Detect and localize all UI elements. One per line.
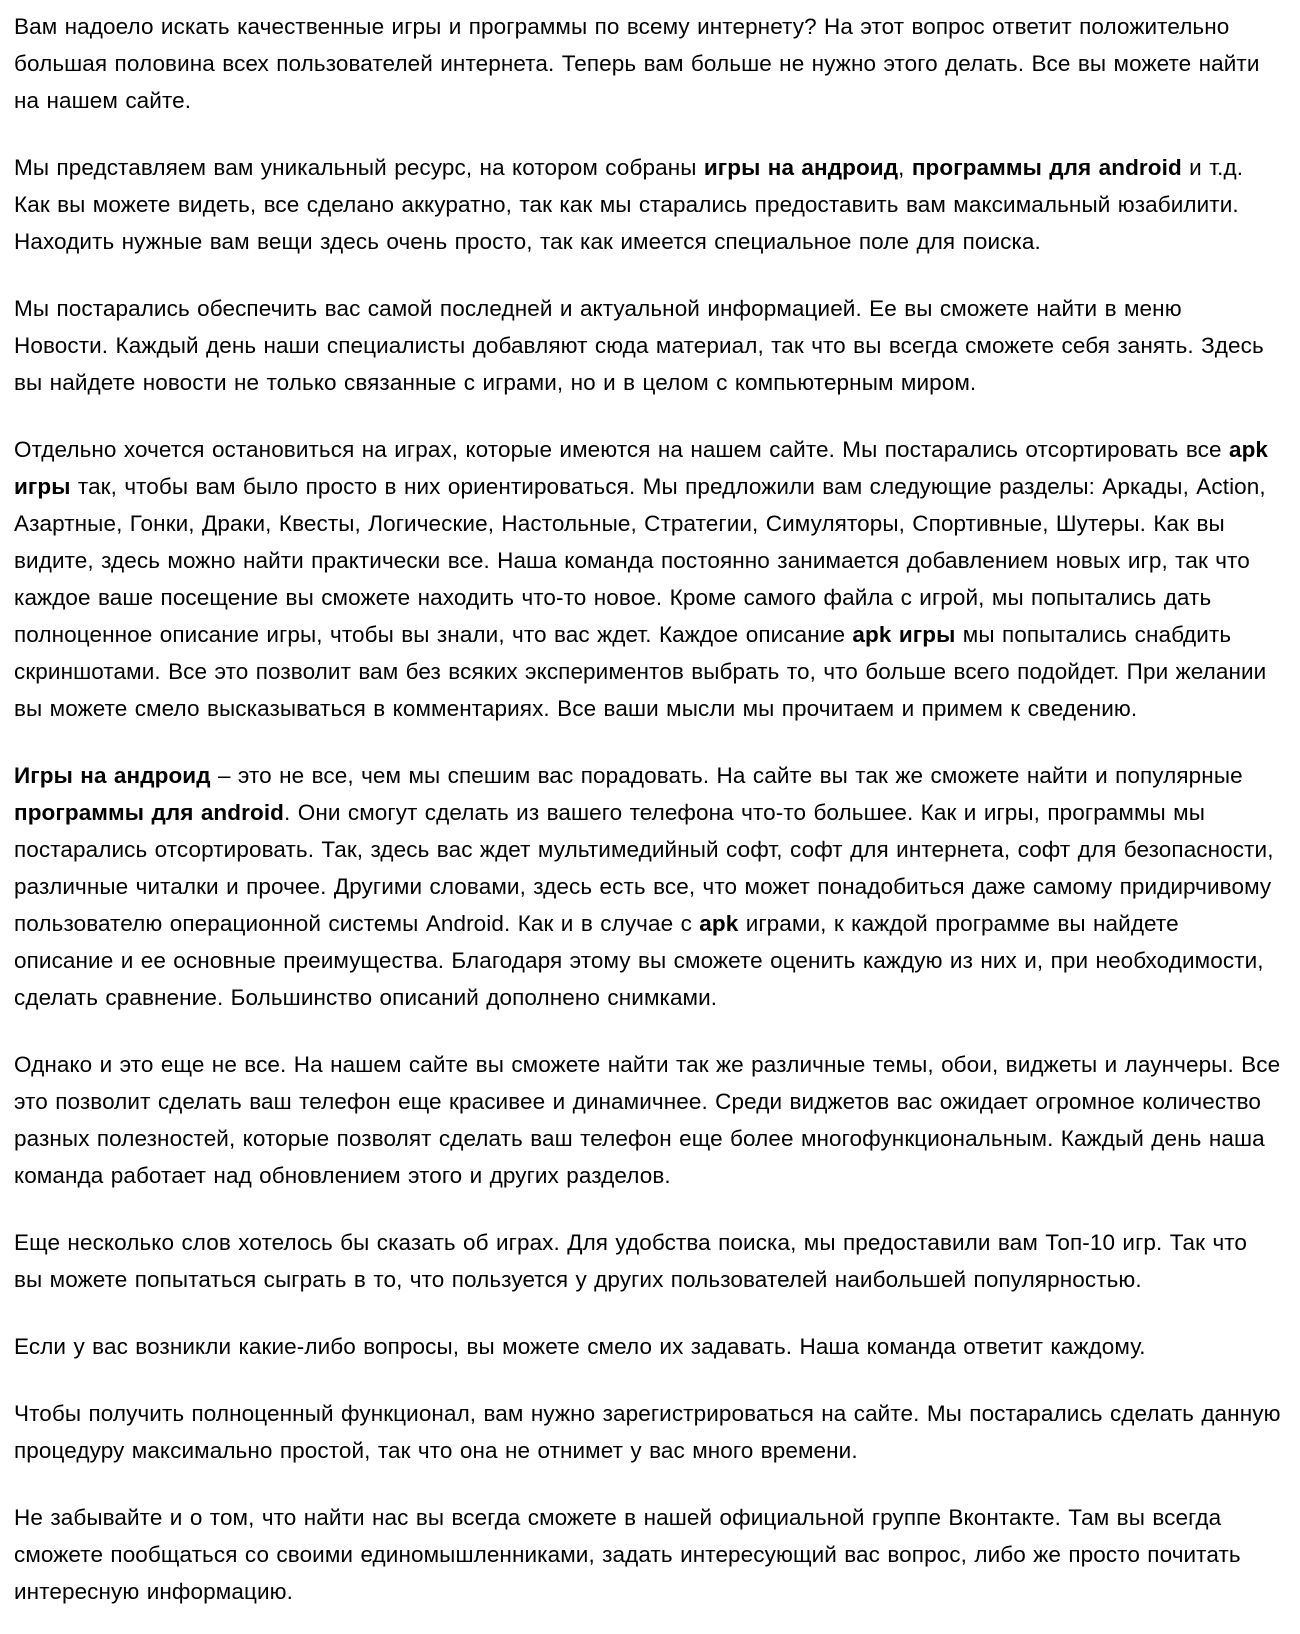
bold-text-segment: apk игры <box>852 622 956 647</box>
text-segment: Не забывайте и о том, что найти нас вы всегда сможете в нашей официальной группе Вконтакте. Там вы всегда сможете пообщаться со своими единомышленниками, задать интересующий вас вопрос, либо же просто почитать интересную информацию. <box>14 1505 1241 1604</box>
bold-text-segment: программы для android <box>911 155 1182 180</box>
document-body <box>14 8 1282 1610</box>
paragraph <box>14 8 1282 119</box>
text-segment: Отдельно хочется остановиться на играх, которые имеются на нашем сайте. Мы постарались отсортировать все <box>14 437 1229 462</box>
text-segment: Однако и это еще не все. На нашем сайте вы сможете найти так же различные темы, обои, виджеты и лаунчеры. Все это позволит сделать ваш телефон еще красивее и динамичнее. Среди виджетов вас ожидает огромное количество разных полезностей, которые позволят сделать ваш телефон еще более многофункциональным. Каждый день наша команда работает над обновлением этого и других разделов. <box>14 1052 1281 1188</box>
text-segment: мы попытались снабдить скриншотами. Все это позволит вам без всяких экспериментов выбрать то, что больше всего подойдет. При желании вы можете смело высказываться в комментариях. Все ваши мысли мы прочитаем и примем к сведению. <box>14 622 1267 721</box>
text-segment: и т.д. Как вы можете видеть, все сделано аккуратно, так как мы старались предоставить вам максимальный юзабилити. Находить нужные вам вещи здесь очень просто, так как имеется специальное поле для поиска. <box>14 155 1244 254</box>
paragraph <box>14 290 1282 401</box>
paragraph <box>14 1224 1282 1298</box>
text-segment: играми, к каждой программе вы найдете описание и ее основные преимущества. Благодаря этому вы сможете оценить каждую из них и, при необходимости, сделать сравнение. Большинство описаний дополнено снимками. <box>14 911 1264 1010</box>
text-segment: Чтобы получить полноценный функционал, вам нужно зарегистрироваться на сайте. Мы постарались сделать данную процедуру максимально простой, так что она не отнимет у вас много времени. <box>14 1401 1281 1463</box>
bold-text-segment: программы для android <box>14 800 285 825</box>
paragraph <box>14 757 1282 1016</box>
paragraph <box>14 149 1282 260</box>
paragraph <box>14 1499 1282 1610</box>
paragraph <box>14 1328 1282 1365</box>
paragraph <box>14 1046 1282 1194</box>
text-segment: Мы представляем вам уникальный ресурс, на котором собраны <box>14 155 704 180</box>
bold-text-segment: Игры на андроид <box>14 763 211 788</box>
bold-text-segment: apk игры <box>14 437 1269 499</box>
text-segment: – это не все, чем мы спешим вас порадовать. На сайте вы так же сможете найти и популярные <box>210 763 1243 788</box>
text-segment: Еще несколько слов хотелось бы сказать об играх. Для удобства поиска, мы предоставили вам Топ-10 игр. Так что вы можете попытаться сыграть в то, что пользуется у других пользователей наибольшей популярностью. <box>14 1230 1248 1292</box>
bold-text-segment: игры на андроид <box>703 155 899 180</box>
paragraph <box>14 1395 1282 1469</box>
text-segment: Вам надоело искать качественные игры и программы по всему интернету? На этот вопрос ответит положительно большая половина всех пользователей интернета. Теперь вам больше не нужно этого делать. Все вы можете найти на нашем сайте. <box>14 14 1260 113</box>
text-segment: Мы постарались обеспечить вас самой последней и актуальной информацией. Ее вы сможете найти в меню Новости. Каждый день наши специалисты добавляют сюда материал, так что вы всегда сможете себя занять. Здесь вы найдете новости не только связанные с играми, но и в целом с компьютерным миром. <box>14 296 1264 395</box>
text-segment: так, чтобы вам было просто в них ориентироваться. Мы предложили вам следующие разделы: Аркады, Action, Азартные, Гонки, Драки, Квесты, Логические, Настольные, Стратегии, Симуляторы, Спортивные, Шутеры. Как вы видите, здесь можно найти практически все. Наша команда постоянно занимается добавлением новых игр, так что каждое ваше посещение вы сможете находить что-то новое. Кроме самого файла с игрой, мы попытались дать полноценное описание игры, чтобы вы знали, что вас ждет. Каждое описание <box>14 474 1266 647</box>
bold-text-segment: apk <box>699 911 739 936</box>
paragraph <box>14 431 1282 727</box>
text-segment: , <box>898 155 912 180</box>
text-segment: Если у вас возникли какие-либо вопросы, вы можете смело их задавать. Наша команда ответит каждому. <box>14 1334 1146 1359</box>
text-segment: . Они смогут сделать из вашего телефона что-то большее. Как и игры, программы мы постарались отсортировать. Так, здесь вас ждет мультимедийный софт, софт для интернета, софт для безопасности, различные читалки и прочее. Другими словами, здесь есть все, что может понадобиться даже самому придирчивому пользователю операционной системы Android. Как и в случае с <box>14 800 1274 936</box>
